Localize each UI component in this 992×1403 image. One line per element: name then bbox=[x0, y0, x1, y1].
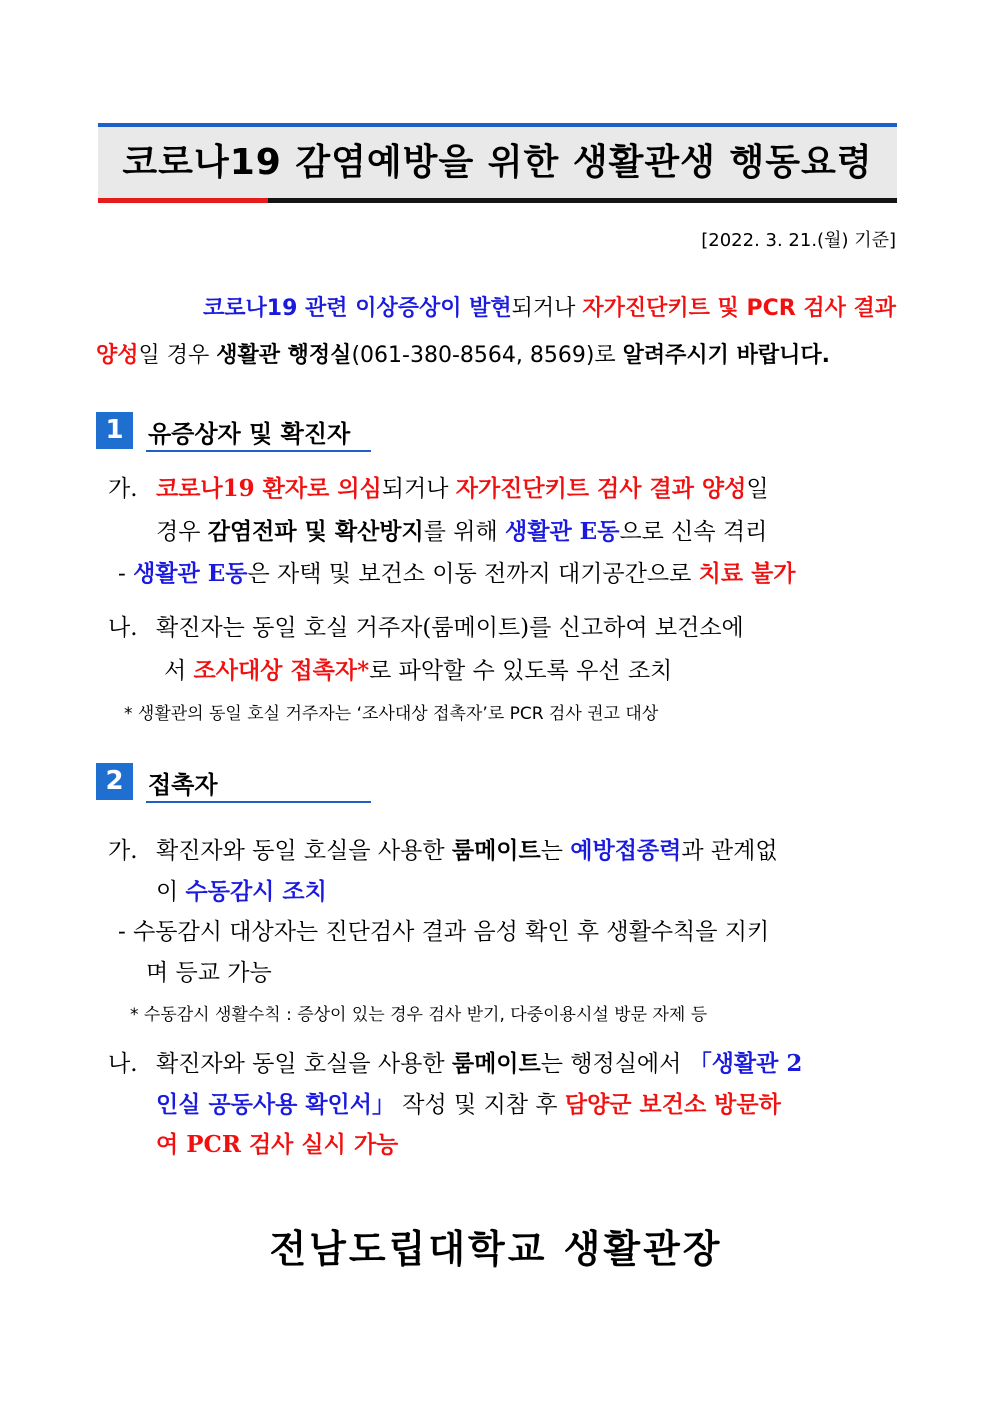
text-run: 생활관 E동 bbox=[505, 518, 620, 545]
text-run: 는 bbox=[540, 838, 571, 864]
item-a-line-1 bbox=[156, 832, 778, 865]
title-bottom-rule-red bbox=[98, 198, 268, 203]
section-number-badge: 1 bbox=[96, 412, 133, 449]
text-run: (061-380-8564, 8569)로 bbox=[351, 343, 623, 368]
item-b-line-2 bbox=[164, 652, 672, 685]
section-1-note: * 생활관의 동일 호실 거주자는 ‘조사대상 접촉자’로 PCR 검사 권고 대상 bbox=[124, 704, 659, 724]
text-run: 알려주시기 바랍니다. bbox=[622, 343, 830, 368]
text-run: 되거나 bbox=[511, 296, 583, 321]
text-run: 「생활관 2 bbox=[688, 1050, 803, 1077]
text-run: 로 파악할 수 있도록 우선 조치 bbox=[369, 658, 673, 684]
text-run: 코로나19 관련 이상증상이 발현 bbox=[203, 296, 512, 321]
intro-line-2 bbox=[96, 338, 896, 369]
item-b-line-1 bbox=[156, 1045, 802, 1078]
item-b-line-2 bbox=[156, 1086, 781, 1119]
text-run: 감염전파 및 확산방지 bbox=[207, 518, 424, 545]
section-title: 유증상자 및 확진자 bbox=[148, 420, 351, 448]
page-title: 코로나19 감염예방을 위한 생활관생 행동요령 bbox=[122, 142, 873, 183]
text-run: 확진자는 동일 호실 거주자(룸메이트)를 신고하여 보건소에 bbox=[156, 615, 744, 641]
text-run: 조사대상 접촉자* bbox=[193, 657, 370, 684]
reference-date: [2022. 3. 21.(월) 기준] bbox=[701, 230, 896, 251]
text-run: 담양군 보건소 방문하 bbox=[564, 1091, 781, 1118]
item-a-line-2 bbox=[156, 513, 767, 546]
text-run: 은 자택 및 보건소 이동 전까지 대기공간으로 bbox=[247, 561, 699, 587]
item-a-line-1 bbox=[156, 470, 769, 503]
title-bottom-rule-black bbox=[268, 198, 897, 203]
text-run: 코로나19 환자로 의심 bbox=[156, 475, 382, 502]
text-run: 되거나 bbox=[381, 476, 456, 502]
text-run: 여 PCR 검사 실시 가능 bbox=[156, 1131, 399, 1158]
item-a-sub-2 bbox=[146, 954, 272, 987]
text-run: 는 행정실에서 bbox=[540, 1051, 689, 1077]
text-run: 확진자와 동일 호실을 사용한 bbox=[156, 1051, 452, 1077]
title-banner bbox=[98, 123, 897, 203]
item-b-line-1 bbox=[156, 609, 744, 642]
item-b-line-3 bbox=[156, 1126, 398, 1159]
text-run: 생활관 E동 bbox=[133, 560, 248, 587]
section-underline bbox=[146, 801, 371, 803]
item-a-line-2 bbox=[156, 873, 327, 906]
text-run: 룸메이트 bbox=[451, 837, 541, 864]
text-run: 양성 bbox=[96, 343, 139, 368]
text-run: 를 위해 bbox=[423, 519, 506, 545]
text-run: 서 bbox=[164, 658, 194, 684]
signature-footer: 전남도립대학교 생활관장 bbox=[269, 1226, 723, 1271]
text-run: 인실 공동사용 확인서」 bbox=[156, 1091, 395, 1118]
item-marker: 가. bbox=[108, 476, 138, 502]
section-underline bbox=[146, 450, 371, 452]
intro-line-1 bbox=[96, 291, 896, 322]
item-a-sub-1 bbox=[118, 913, 769, 946]
item-marker: 가. bbox=[108, 838, 138, 864]
text-run: 작성 및 지참 후 bbox=[394, 1092, 565, 1118]
section-number-badge: 2 bbox=[96, 763, 133, 800]
text-run: 예방접종력 bbox=[570, 837, 682, 864]
text-run: 며 등교 가능 bbox=[146, 960, 272, 986]
text-run: 일 bbox=[746, 476, 769, 502]
item-a-sub bbox=[118, 555, 796, 588]
text-run: 확진자와 동일 호실을 사용한 bbox=[156, 838, 452, 864]
text-run: 자가진단키트 및 PCR 검사 결과 bbox=[582, 296, 896, 321]
text-run: 으로 신속 격리 bbox=[619, 519, 768, 545]
text-run: 치료 불가 bbox=[698, 560, 796, 587]
text-run: 수동감시 조치 bbox=[185, 878, 327, 905]
section-title: 접촉자 bbox=[148, 771, 218, 799]
text-run: 일 경우 bbox=[138, 343, 217, 368]
text-run: 자가진단키트 검사 결과 양성 bbox=[455, 475, 747, 502]
text-run: - bbox=[118, 561, 134, 587]
text-run: 룸메이트 bbox=[451, 1050, 541, 1077]
text-run: 생활관 행정실 bbox=[216, 343, 352, 368]
text-run: 이 bbox=[156, 879, 186, 905]
text-run: 과 관계없 bbox=[681, 838, 778, 864]
item-marker: 나. bbox=[108, 1051, 138, 1077]
text-run: 경우 bbox=[156, 519, 208, 545]
section-2-note: * 수동감시 생활수칙 : 증상이 있는 경우 검사 받기, 다중이용시설 방문 자제 등 bbox=[130, 1005, 708, 1025]
item-marker: 나. bbox=[108, 615, 138, 641]
text-run: - 수동감시 대상자는 진단검사 결과 음성 확인 후 생활수칙을 지키 bbox=[118, 919, 770, 945]
